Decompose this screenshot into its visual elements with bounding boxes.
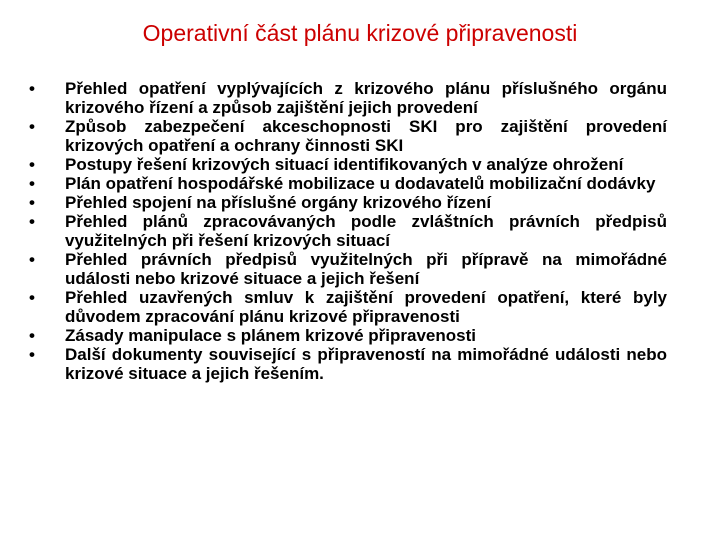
- bullet-icon: •: [29, 288, 35, 307]
- bullet-icon: •: [29, 326, 35, 345]
- list-item: [27, 117, 667, 155]
- list-item: [27, 212, 667, 250]
- bullet-icon: •: [29, 117, 35, 136]
- bullet-icon: •: [29, 212, 35, 231]
- list-item-text: Plán opatření hospodářské mobilizace u dodavatelů mobilizační dodávky: [65, 174, 656, 193]
- list-item: [27, 345, 667, 383]
- list-item-text: Přehled opatření vyplývajících z krizového plánu příslušného orgánu krizového řízení a způsob zajištění jejich provedení: [65, 79, 667, 117]
- list-item-text: Přehled uzavřených smluv k zajištění provedení opatření, které byly důvodem zpracování plánu krizové připravenosti: [65, 288, 667, 326]
- slide-title: Operativní část plánu krizové připravenosti: [142, 20, 578, 46]
- bullet-icon: •: [29, 193, 35, 212]
- bullet-icon: •: [29, 174, 35, 193]
- bullet-list: [27, 79, 667, 383]
- list-item-text: Přehled spojení na příslušné orgány krizového řízení: [65, 193, 492, 212]
- list-item: [27, 326, 667, 345]
- list-item-text: Postupy řešení krizových situací identifikovaných v analýze ohrožení: [65, 155, 624, 174]
- list-item-text: Přehled plánů zpracovávaných podle zvláštních právních předpisů využitelných při řešení krizových situací: [65, 212, 667, 250]
- list-item: [27, 155, 667, 174]
- list-item: [27, 193, 667, 212]
- list-item: [27, 250, 667, 288]
- list-item-text: Způsob zabezpečení akceschopnosti SKI pro zajištění provedení krizových opatření a ochrany činnosti SKI: [65, 117, 667, 155]
- list-item: [27, 288, 667, 326]
- list-item: [27, 174, 667, 193]
- list-item-text: Přehled právních předpisů využitelných při přípravě na mimořádné události nebo krizové situace a jejich řešení: [65, 250, 667, 288]
- list-item-text: Zásady manipulace s plánem krizové připravenosti: [65, 326, 476, 345]
- bullet-icon: •: [29, 345, 35, 364]
- list-item-text: Další dokumenty související s připraveností na mimořádné události nebo krizové situace a jejich řešením.: [65, 345, 667, 383]
- bullet-icon: •: [29, 79, 35, 98]
- bullet-icon: •: [29, 250, 35, 269]
- bullet-icon: •: [29, 155, 35, 174]
- list-item: [27, 79, 667, 117]
